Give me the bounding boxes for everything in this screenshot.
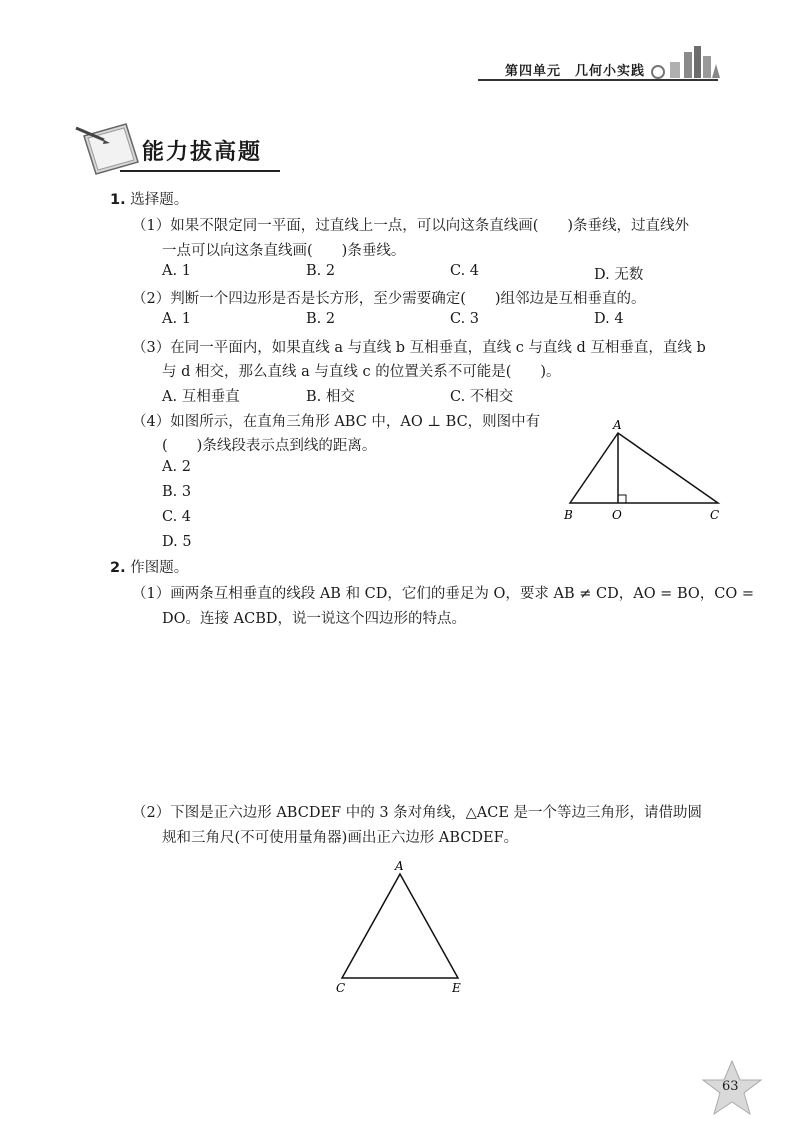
q1-4-option-d: D. 5	[162, 534, 192, 550]
vertex-label-b: B	[564, 508, 573, 522]
q1-4-line2: ( )条线段表示点到线的距离。	[162, 438, 377, 454]
header-title: 第四单元 几何小实践	[505, 64, 646, 79]
q1-2-line1: （2）判断一个四边形是否是长方形，至少需要确定( )组邻边是互相垂直的。	[132, 291, 646, 307]
vertex-label-a: A	[395, 859, 404, 873]
triangle-abc	[570, 433, 718, 503]
q1-2-option-a: A. 1	[162, 311, 191, 327]
vertex-label-a: A	[613, 418, 622, 432]
vertex-label-o: O	[612, 508, 622, 522]
q2-1-line1: （1）画两条互相垂直的线段 AB 和 CD，它们的垂足为 O，要求 AB ≠ CD，AO = BO，CO =	[132, 586, 754, 602]
vertex-label-e: E	[452, 981, 461, 995]
q1-1-option-b: B. 2	[306, 263, 336, 279]
q2-1-line2: DO。连接 ACBD，说一说这个四边形的特点。	[162, 611, 466, 627]
q1-1-option-d: D. 无数	[594, 267, 644, 283]
q1-2-option-b: B. 2	[306, 311, 336, 327]
header-divider	[478, 79, 718, 81]
vertex-label-c: C	[336, 981, 346, 995]
q1-4-option-b: B. 3	[162, 484, 192, 500]
q1-1-line1: （1）如果不限定同一平面，过直线上一点，可以向这条直线画( )条垂线，过直线外	[132, 218, 690, 234]
right-angle-mark	[618, 495, 626, 503]
header-decoration	[640, 42, 720, 80]
q1-3-line2: 与 d 相交，那么直线 a 与直线 c 的位置关系不可能是( )。	[162, 364, 561, 380]
q1-3-option-c: C. 不相交	[450, 389, 514, 405]
q1-1-option-c: C. 4	[450, 263, 480, 279]
q2-2-line1: （2）下图是正六边形 ABCDEF 中的 3 条对角线，△ACE 是一个等边三角形，请借助圆	[132, 805, 703, 821]
q1-2-option-d: D. 4	[594, 311, 624, 327]
question-1-number: 1.	[110, 192, 126, 208]
notebook-icon	[74, 118, 144, 176]
section-title: 能力拔高题	[142, 140, 263, 165]
section-title-underline	[120, 170, 280, 172]
equilateral-triangle-figure	[326, 858, 476, 998]
q1-3-line1: （3）在同一平面内，如果直线 a 与直线 b 互相垂直，直线 c 与直线 d 互相垂直，直线 b	[132, 340, 706, 356]
q1-4-option-a: A. 2	[162, 459, 191, 475]
q1-2-option-c: C. 3	[450, 311, 480, 327]
question-2-heading	[110, 556, 188, 577]
q1-1-option-a: A. 1	[162, 263, 191, 279]
triangle-ace	[342, 874, 458, 978]
q2-2-line2: 规和三角尺(不可使用量角器)画出正六边形 ABCDEF。	[162, 830, 519, 846]
q1-4-option-c: C. 4	[162, 509, 192, 525]
q1-3-option-b: B. 相交	[306, 389, 355, 405]
page-number: 63	[722, 1079, 739, 1094]
vertex-label-c: C	[710, 508, 720, 522]
right-triangle-figure	[556, 415, 736, 525]
q1-4-line1: （4）如图所示，在直角三角形 ABC 中，AO ⊥ BC，则图中有	[132, 414, 541, 430]
question-2-number: 2.	[110, 560, 126, 576]
question-1-title: 选择题。	[130, 192, 189, 208]
question-1-heading	[110, 188, 188, 209]
q1-1-line2: 一点可以向这条直线画( )条垂线。	[162, 243, 406, 259]
q1-3-option-a: A. 互相垂直	[162, 389, 240, 405]
question-2-title: 作图题。	[130, 560, 189, 576]
